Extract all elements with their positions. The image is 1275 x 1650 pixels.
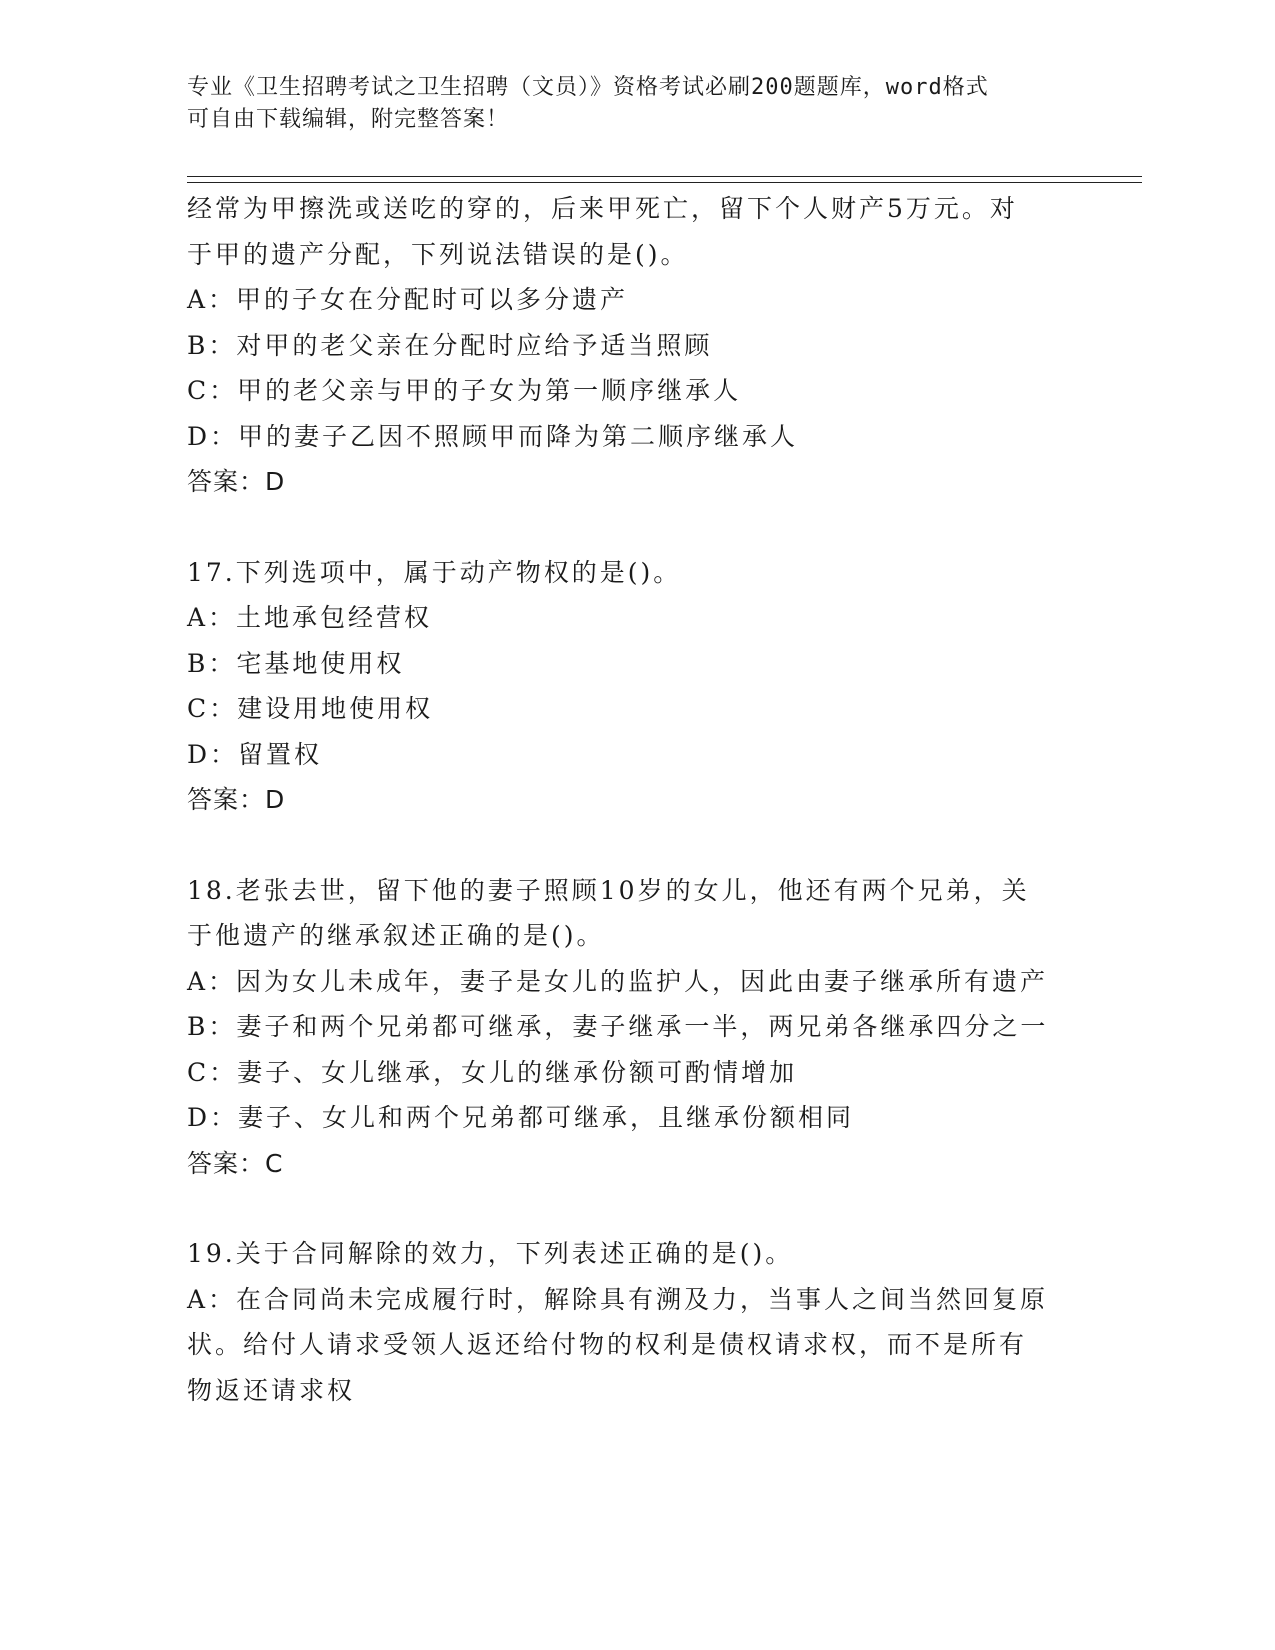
question-stem: 18.老张去世，留下他的妻子照顾10岁的女儿，他还有两个兄弟，关 (187, 875, 1030, 905)
question-19 (187, 1231, 1087, 1413)
option-b: B：妻子和两个兄弟都可继承，妻子继承一半，两兄弟各继承四分之一 (187, 1012, 1049, 1041)
spacer (187, 823, 1087, 868)
option-b: B：对甲的老父亲在分配时应给予适当照顾 (187, 330, 713, 360)
answer-label: 答案：D (187, 785, 286, 814)
option-a: A：甲的子女在分配时可以多分遗产 (187, 285, 629, 314)
option-a: A：在合同尚未完成履行时，解除具有溯及力，当事人之间当然回复原 (187, 1284, 1049, 1314)
option-d: D：妻子、女儿和两个兄弟都可继承，且继承份额相同 (187, 1103, 855, 1132)
option-c: C：建设用地使用权 (187, 694, 434, 723)
header-title-line-1: 专业《卫生招聘考试之卫生招聘（文员）》资格考试必刷200题题库，word格式 (187, 75, 989, 100)
header-divider-bottom (187, 182, 1142, 183)
option-d: D：甲的妻子乙因不照顾甲而降为第二顺序继承人 (187, 421, 799, 451)
option-a: A：因为女儿未成年，妻子是女儿的监护人，因此由妻子继承所有遗产 (187, 966, 1049, 996)
option-a: 物返还请求权 (187, 1375, 356, 1405)
option-a: 状。给付人请求受领人返还给付物的权利是债权请求权，而不是所有 (187, 1330, 1028, 1359)
question-stem: 19.关于合同解除的效力，下列表述正确的是()。 (187, 1239, 794, 1268)
header-title-line-2: 可自由下载编辑，附完整答案！ (187, 107, 510, 132)
question-18 (187, 868, 1087, 1187)
question-17 (187, 550, 1087, 823)
option-c: C：妻子、女儿继承，女儿的继承份额可酌情增加 (187, 1057, 798, 1087)
option-c: C：甲的老父亲与甲的子女为第一顺序继承人 (187, 376, 742, 405)
option-d: D：留置权 (187, 739, 323, 769)
option-a: A：土地承包经营权 (187, 603, 433, 632)
option-b: B：宅基地使用权 (187, 648, 405, 678)
question-stem: 经常为甲擦洗或送吃的穿的，后来甲死亡，留下个人财产5万元。对 (187, 194, 1018, 223)
question-stem: 于甲的遗产分配，下列说法错误的是()。 (187, 239, 689, 269)
answer-label: 答案：D (187, 467, 286, 496)
question-16 (187, 186, 1087, 505)
answer-label: 答案：C (187, 1148, 284, 1178)
document-header (187, 72, 1087, 136)
question-stem: 17.下列选项中，属于动产物权的是()。 (187, 557, 682, 587)
spacer (187, 1186, 1087, 1231)
header-divider-top (187, 176, 1142, 177)
spacer (187, 505, 1087, 550)
question-stem: 于他遗产的继承叙述正确的是()。 (187, 921, 605, 950)
question-list (187, 186, 1087, 1413)
